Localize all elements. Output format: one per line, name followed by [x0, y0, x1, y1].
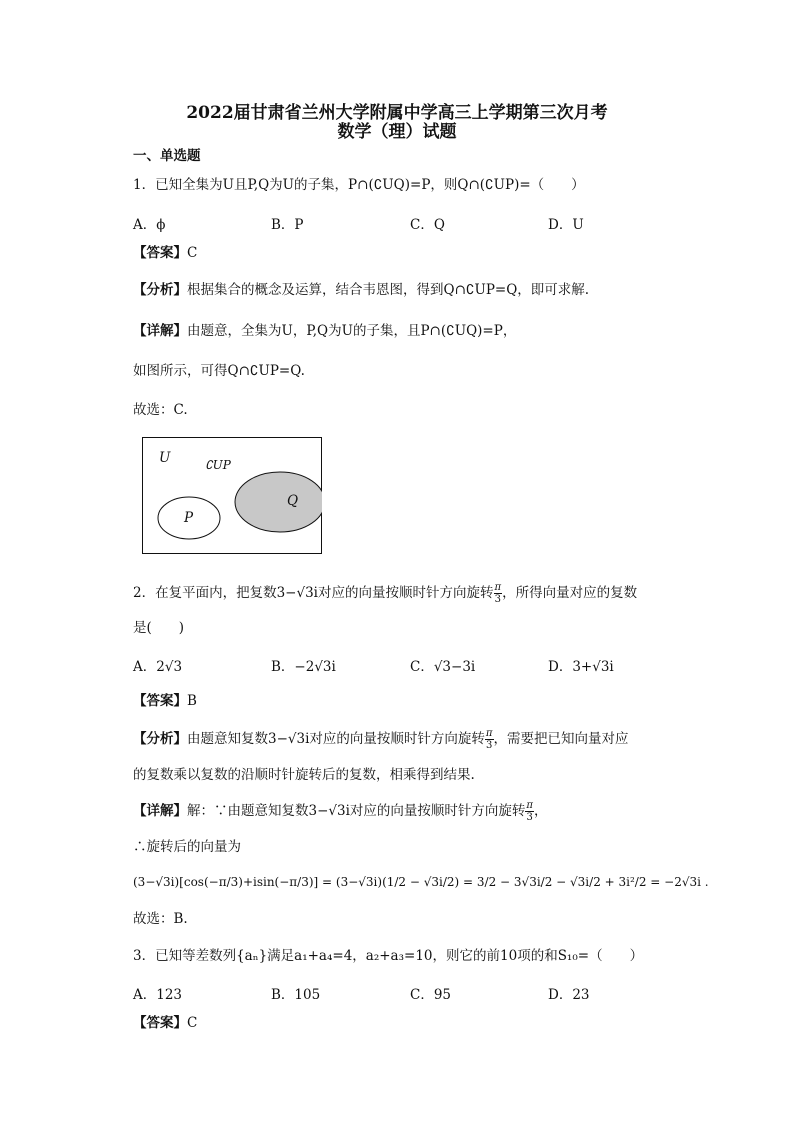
q1-choose: 故选：C. [133, 402, 188, 418]
venn-label-q: Q [287, 493, 299, 509]
detail-tag: 【详解】 [133, 803, 187, 819]
q3-stem: 3．已知等差数列{aₙ}满足a₁+a₄=4，a₂+a₃=10，则它的前10项的和S₁₀=（ ） [133, 948, 644, 964]
frac-num: π [526, 800, 533, 811]
q1-option-b: B．P [271, 217, 304, 233]
analysis-text-b: ，需要把已知向量对应 [493, 731, 629, 747]
q1-option-c: C．Q [410, 217, 445, 233]
q2-frac-num: π [494, 582, 502, 593]
q2-formula: (3−√3i)[cos(−π/3)+isin(−π/3)] = (3−√3i)(1/2 − √3i/2) = 3/2 − 3√3i/2 − √3i/2 + 3i²/2 = −2√3i . [133, 875, 709, 889]
answer-tag: 【答案】 [133, 1015, 187, 1031]
document-title: 2022届甘肃省兰州大学附属中学高三上学期第三次月考 [186, 103, 608, 123]
q2-stem-a: 2．在复平面内，把复数3−√3i对应的向量按顺时针方向旋转 [133, 585, 494, 601]
q3-option-a: A．123 [133, 987, 183, 1003]
venn-label-u: U [159, 450, 171, 466]
q2-choose: 故选：B. [133, 911, 188, 927]
document-subtitle: 数学（理）试题 [337, 122, 457, 142]
venn-label-p: P [184, 510, 194, 526]
answer-tag: 【答案】 [133, 693, 187, 709]
detail-tag: 【详解】 [133, 323, 187, 339]
frac-den: 3 [526, 812, 533, 823]
q1-option-a: A．ϕ [133, 217, 166, 233]
q2-option-a: A．2√3 [133, 659, 183, 675]
q3-option-b: B．105 [271, 987, 321, 1003]
q1-answer [133, 244, 197, 262]
detail-text-a: 解：∵由题意知复数3−√3i对应的向量按顺时针方向旋转 [187, 803, 526, 819]
q3-answer [133, 1014, 197, 1032]
q2-option-d: D．3+√3i [548, 659, 614, 675]
q1-stem: 1．已知全集为U且P,Q为U的子集，P∩(∁UQ)=P，则Q∩(∁UP)=（ ） [133, 177, 585, 193]
q1-detail [133, 322, 516, 340]
analysis-text: 根据集合的概念及运算，结合韦恩图，得到Q∩∁UP=Q，即可求解. [187, 282, 590, 298]
q2-fraction [494, 582, 503, 605]
q2-option-c: C．√3−3i [410, 659, 476, 675]
q2-stem-b: ，所得向量对应的复数 [502, 585, 638, 601]
q2-stem [133, 582, 637, 605]
detail-text: 由题意，全集为U，P,Q为U的子集，且P∩(∁UQ)=P， [187, 323, 517, 339]
answer-value: B [187, 693, 197, 709]
q2-analysis [133, 728, 629, 751]
q2-detail [133, 800, 548, 823]
section-heading: 一、单选题 [133, 148, 201, 164]
q2-option-b: B．−2√3i [271, 659, 336, 675]
q2-detail-c: ∴旋转后的向量为 [133, 839, 241, 855]
q1-option-d: D．U [548, 217, 584, 233]
frac-num: π [485, 728, 493, 739]
venn-label-complement-p: ∁UP [205, 458, 231, 472]
q2-detail-fraction [525, 800, 534, 823]
venn-diagram [142, 437, 322, 554]
set-q-ellipse [235, 472, 322, 532]
q1-detail-2: 如图所示，可得Q∩∁UP=Q. [133, 363, 305, 379]
q2-analysis-c: 的复数乘以复数的沿顺时针旋转后的复数，相乘得到结果. [133, 767, 475, 783]
q3-option-c: C．95 [410, 987, 452, 1003]
q1-analysis [133, 281, 589, 299]
q2-analysis-fraction [485, 728, 494, 751]
q3-option-d: D．23 [548, 987, 590, 1003]
analysis-text-a: 由题意知复数3−√3i对应的向量按顺时针方向旋转 [187, 731, 485, 747]
answer-value: C [187, 1015, 198, 1031]
detail-text-b: ， [534, 803, 548, 819]
q2-frac-den: 3 [494, 594, 501, 605]
q2-stem-c: 是( ) [133, 620, 185, 636]
analysis-tag: 【分析】 [133, 731, 187, 747]
answer-tag: 【答案】 [133, 245, 187, 261]
q2-answer [133, 692, 197, 710]
answer-value: C [187, 245, 198, 261]
analysis-tag: 【分析】 [133, 282, 187, 298]
frac-den: 3 [486, 740, 493, 751]
